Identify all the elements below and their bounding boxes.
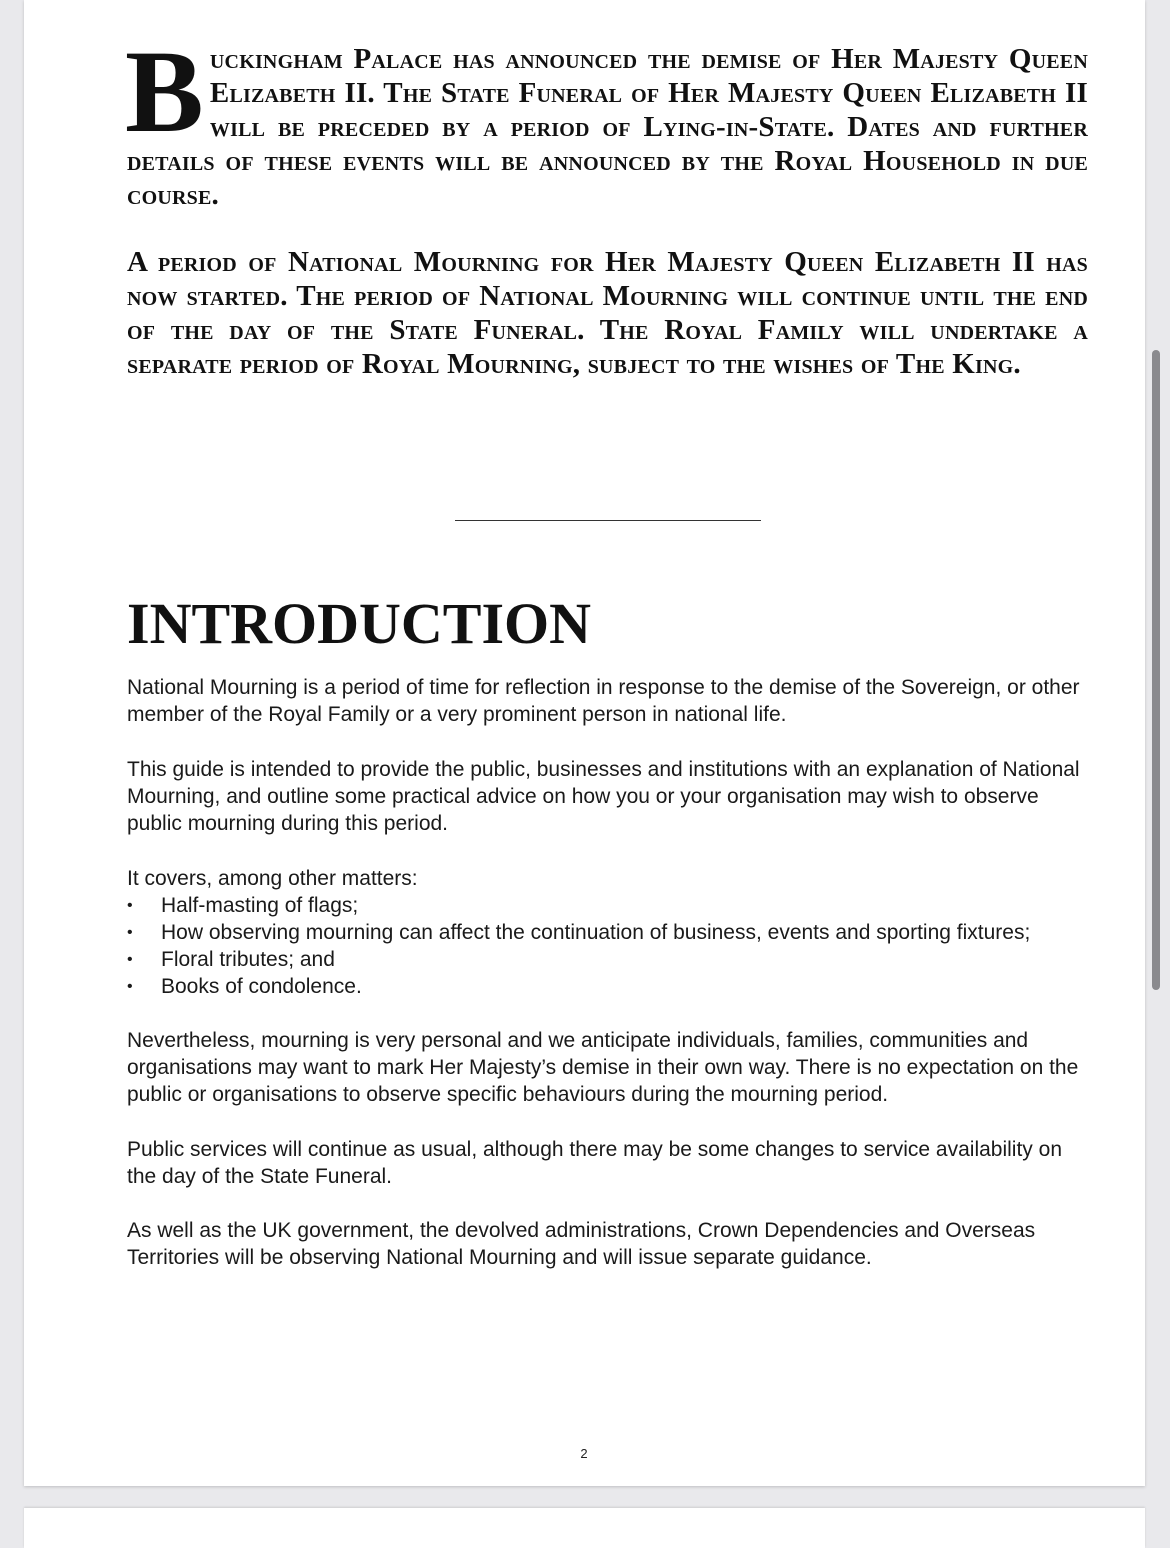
list-item-text: Half-masting of flags; xyxy=(161,894,359,917)
introduction-heading: INTRODUCTION xyxy=(127,591,592,656)
introduction-paragraph-4: Public services will continue as usual, although there may be some changes to service availability on the day of the State Funeral. xyxy=(127,1138,1062,1188)
announcement-paragraph-1 xyxy=(125,26,1088,212)
bullet-icon: • xyxy=(127,897,133,914)
list-item-text: Books of condolence. xyxy=(161,975,362,998)
announcement-paragraph-2: A period of National Mourning for Her Majesty Queen Elizabeth II has now started. The period of National Mourning will continue until the end of the day of the State Funeral. The Royal Family will undertake a separate period of Royal Mourning, subject to the wishes of The King. xyxy=(127,246,1088,380)
announcement-paragraph-1-text: uckingham Palace has announced the demise of Her Majesty Queen Elizabeth II. The State Funeral of Her Majesty Queen Elizabeth II will be preceded by a period of Lying-in-State. Dates and further details of these events will be announced by the Royal Household in due course. xyxy=(127,43,1088,211)
list-item-text: Floral tributes; and xyxy=(161,948,335,971)
next-page-edge xyxy=(24,1508,1145,1548)
section-divider xyxy=(455,520,761,521)
drop-cap: B xyxy=(125,26,204,157)
document-page xyxy=(24,0,1145,1486)
list-item xyxy=(127,892,1107,919)
list-item xyxy=(127,946,1107,973)
list-item xyxy=(127,919,1107,946)
vertical-scrollbar[interactable] xyxy=(1152,350,1160,990)
introduction-paragraph-1: National Mourning is a period of time for reflection in response to the demise of the Sovereign, or other member of the Royal Family or a very prominent person in national life. xyxy=(127,676,1080,726)
introduction-paragraph-2: This guide is intended to provide the public, businesses and institutions with an explanation of National Mourning, and outline some practical advice on how you or your organisation may wish to observe public mourning during this period. xyxy=(127,758,1080,835)
bullet-icon: • xyxy=(127,978,133,995)
list-item-text: How observing mourning can affect the continuation of business, events and sporting fixtures; xyxy=(161,921,1031,944)
introduction-paragraph-5: As well as the UK government, the devolved administrations, Crown Dependencies and Overseas Territories will be observing National Mourning and will issue separate guidance. xyxy=(127,1219,1036,1269)
covers-intro: It covers, among other matters: xyxy=(127,867,418,890)
covers-list xyxy=(127,892,1107,1000)
page-number: 2 xyxy=(580,1446,588,1461)
introduction-paragraph-3: Nevertheless, mourning is very personal and we anticipate individuals, families, communities and organisations may want to mark Her Majesty’s demise in their own way. There is no expectation on the public or organisations to observe specific behaviours during the mourning period. xyxy=(127,1029,1079,1106)
bullet-icon: • xyxy=(127,924,133,941)
list-item xyxy=(127,973,1107,1000)
bullet-icon: • xyxy=(127,951,133,968)
